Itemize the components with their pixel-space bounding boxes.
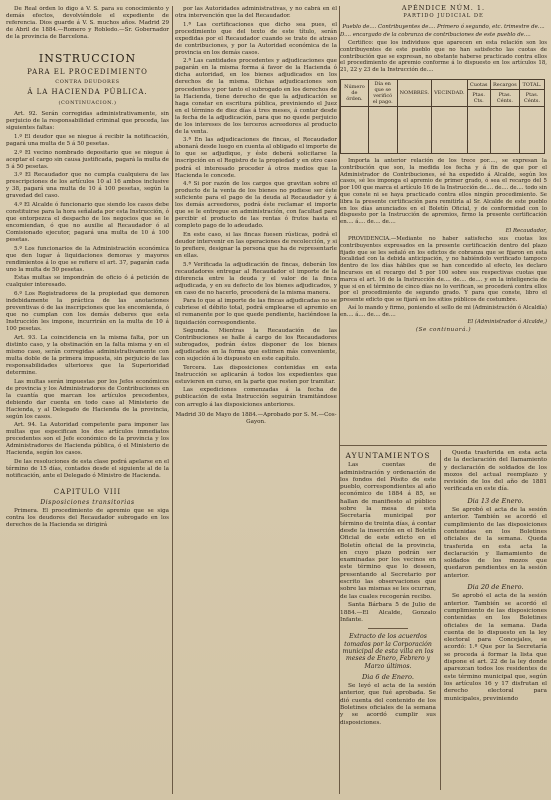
table-header: Día en que se verificó el pago. (368, 79, 397, 106)
instruction-small-heading: CONTRA DEUDORES (55, 79, 120, 86)
article-paragraph: Tercera. Las disposiciones contenidas en esta Instrucción se aplicarán á todos los expedientes que estuvieren en curso, en la parte que resten por tramitar. (175, 364, 337, 385)
separator (368, 628, 408, 629)
date-heading: Dia 6 de Enero. (362, 672, 414, 681)
article-paragraph: 4.ª Si por razón de los cargos que gravitan sobre el producto de la venta de los bienes no pudiese ser éste suficiente para el pago de la deuda al Recaudador y á los demás acreedores, podrá éste reclamar el importe que se le entregue en administración, con facultad para percibir el producto de las rentas ó frutos hasta el completo pago de lo adeudado. (175, 181, 337, 230)
article-paragraph: 1.º El deudor que se niegue á recibir la notificación, pagará una multa de 5 á 50 pesetas. (6, 133, 169, 148)
article-paragraph: 6.º Los Registradores de la propiedad que demoren indebidamente la práctica de las anotaciones preventivas ó de las inscripciones que les encomienda, ó que no cumplan con los demás deberes que esta Instrucción les impone, incurrirán en la multa de 10 á 100 pesetas. (6, 290, 169, 333)
date-heading: Dia 13 de Enero. (467, 496, 524, 505)
date-heading: Dia 20 de Enero. (467, 583, 524, 592)
intro-paragraph: De Real órden lo digo á V. S. para su conocimiento y demás efectos, devolviéndole el expediente de referencia. Dios guarde á V. S. muchos años. Madrid 29 de Abril de 1884.—Romero y Robledo.—Sr. Gobernador de la provincia de Barcelona. (6, 6, 169, 41)
article-paragraph: Queda trasferida en esta acta de la declaración del llamamiento y declaración de soldados de los mozos del actual reemplazo y revisión de los del año de 1881 verificada en este día. (444, 450, 547, 493)
table-header: TOTAL. (519, 79, 544, 89)
column-divider (172, 6, 173, 794)
column-2 (175, 6, 337, 796)
continued-label: (CONTINUACION.) (58, 100, 117, 107)
article-paragraph: 3.º El Recaudador que no cumpla cualquiera de las prescripciones de los artículos 10 al 16 ambos inclusive y 38, pagará una multa de 10 á 100 pesetas, según la gravedad del caso. (6, 172, 169, 200)
article-paragraph: Las expediciones comenzadas á la fecha de publicación de esta Instrucción seguirán tramitándose con arreglo á las disposiciones anteriores. (175, 387, 337, 408)
table-header: Recargos (490, 79, 519, 89)
article-paragraph: Art. 92. Serán corregidas administrativamente, sin perjuicio de la responsabilidad criminal que proceda, las siguientes faltas: (6, 111, 169, 132)
providencia-text: PROVIDENCIA.—Mediante no haber satisfecho sus cuotas los contribuyentes expresados en la presente certificación dentro del plazo fijado que se les señaló en los edictos de cobranza que se fijaron en esta localidad con la debida anticipación, y no habiéndolo verificado tampoco dentro de los días hábiles que se han concedido al efecto, les declaro incursos en el recargo del 5 por 100 sobre sus respectivas cuotas que marca el art. 16 de la Instrucción de.... de.... de.... y en la inteligencia de que si en el término de cinco días no lo verifican, se procederá contra ellos por el procedimiento de segundo grado. Y para que conste, libro el presente edicto que se fijará en los sitios públicos de costumbre. (340, 235, 547, 304)
table-subheader: Ptas. Cts. (467, 90, 490, 107)
administrator-signature: El (Administrador ó Alcalde,) (467, 318, 547, 325)
article-paragraph: En este caso, si las fincas fuesen rústicas, podrá el deudor intervenir en las operaciones de recolección, y si lo prefiere, designar la persona que ha de representarle en ellas. (175, 231, 337, 260)
column-1 (6, 6, 169, 796)
signature-line: Madrid 30 de Mayo de 1884.—Aprobado por S. M.—Cos-Gayon. (175, 411, 337, 425)
article-paragraph: Se aprobó el acta de la sesión anterior. También se acordó el cumplimiento de las disposiciones contenidas en los Boletines oficiales de la semana. Queda trasferida en esta acta la declaración y llamamiento de soldados de los mozos que quedaron pendientes en la sesión anterior. (444, 507, 547, 579)
form-pueblo-line: Pueblo de.... Contribuyentes de.... Primero ó segundo, etc. trimestre de.... (342, 24, 545, 30)
article-paragraph: Art. 93. La coincidencia en la misma falta, por un distinto caso, y la obstinación en la falta misma y en el mismo caso, serán corregidas administrativamente con multa doble de la primera impuesta, sin perjuicio de las responsabilidades ulteriores que la Superioridad determine. (6, 334, 169, 376)
table-header: VECINDAD. (432, 79, 467, 106)
extract-heading: Extracto de los acuerdos tomados por la Corporación municipal de esta villa en los meses de Enero, Febrero y Marzo últimos. (342, 633, 434, 670)
section-divider (340, 445, 547, 446)
article-paragraph: Art. 94. La Autoridad competente para imponer las multas que especifican los dos artículos inmediatos precedentes son el Jefe económico de la provincia y los Administradores de Hacienda pública, ó el Ministerio de Hacienda, según los casos. (6, 422, 169, 457)
article-paragraph: Para lo que al importe de las fincas adjudicadas no se cubriese el débito total, podrá emplearse el apremio en el remanente por lo que quede pendiente, haciéndose la liquidación correspondiente. (175, 298, 337, 326)
instruction-heading: INSTRUCCION (38, 52, 137, 66)
table-subheader: Ptas. Cénts. (490, 90, 519, 107)
column-divider (440, 450, 441, 790)
form-encargado-line: D.... encargado de la cobranza de contribuciones de este pueblo de.... (340, 32, 531, 38)
article-paragraph: De las resoluciones de esta clase podrá apelarse en el término de 15 días, contados desde el siguiente al de la notificación, ante el Delegado ó Ministro de Hacienda. (6, 459, 169, 480)
instruction-to-heading: Á LA HACIENDA PÚBLICA. (27, 88, 148, 97)
table-header: Cuotas (467, 79, 490, 89)
article-paragraph: Segunda. Mientras la Recaudación de las Contribuciones se halle á cargo de los Recaudadores subrogados, podrán éstos disponer de los bienes adjudicados en la forma que estimen más conveniente, con sujeción á lo dispuesto en este capítulo. (175, 328, 337, 363)
article-paragraph: 2.º El vecino nombrado depositario que se niegue á aceptar el cargo sin causa justificada, pagará la multa de 5 á 50 pesetas. (6, 149, 169, 170)
article-paragraph: por las Autoridades administrativas, y no cabrá en él otra intervención que la del Recaudador. (175, 6, 337, 20)
article-paragraph: 1.ª Las certificaciones que dicho sea pues, el procedimiento que del texto de este título, serán expedidas por el Recaudador cuando se trate de atraso de contribuciones, y por la Autoridad económica de la provincia en los demás casos. (175, 21, 337, 56)
providencia-sign-text: Así lo mando y firmo, poniendo el sello de mi (Administración ó Alcaldía) en.... á.... de.... de.... (340, 304, 547, 318)
article-paragraph: Estas multas se impondrán de oficio ó á petición de cualquier interesado. (6, 275, 169, 289)
appendix-title: APÉNDICE NÚM. 1. (401, 4, 486, 12)
instruction-subheading: PARA EL PROCEDIMIENTO (27, 68, 148, 77)
table-header: Número de órden. (341, 79, 369, 106)
table-subheader: Ptas. Cénts. (519, 90, 544, 107)
article-paragraph: 2.ª Las cantidades procedentes y adjudicaciones que pagarán en la misma forma á favor de la Hacienda ó dicha autoridad, en los bienes adjudicados en los derechos de la misma. Dichas adjudicaciones son procedentes y por tanto el subrogado en los derechos de la Hacienda, tiene derecho de que la adjudicación se haga constar en escritura pública, previniendo el Juez en el término de diez días á tres meses, á contar desde la fecha de la adjudicación, para que no quede perjuicio de los intereses de los terceros acreedores al producto de la venta. (175, 58, 337, 135)
closing-paragraph: Primera. El procedimiento de apremio que se siga contra los deudores del Recaudador subrogado en los derechos de la Hacienda se dirigirá (6, 508, 169, 529)
article-paragraph: 4.º El Alcalde ó funcionario que siendo los casos debe constituirse para la hora señalada por esta Instrucción, ó que entorpezca el despacho de los negocios que se le encomiendan, ó que no auxilie al Recaudador ó al Comisionado ejecutor, pagará una multa de 10 á 100 pesetas. (6, 201, 169, 244)
ayuntamientos-column-1 (340, 450, 436, 795)
chapter-heading: CAPITULO VIII (53, 488, 122, 497)
appendix-subtitle: PARTIDO JUDICIAL DE (403, 13, 484, 19)
article-paragraph: Santa Bárbara 5 de Julio de 1884.—El Alcalde, Gonzalo Infante. (340, 602, 436, 624)
continued-label: (Se continuará.) (415, 326, 472, 333)
article-paragraph: Las cuentas de administración y ordenación de los fondos del Pósito de este pueblo, correspondientes al año económico de 1884 á 85, se hallan de manifiesto al público sobre la mesa de esta Secretaría municipal por término de treinta días, á contar desde la inserción en el Boletín Oficial de este edicto en el Boletín oficial de la provincia, en cuyo plazo podrán ser examinadas por los vecinos en este término que lo deseen, presentando al Secretario por escrito las observaciones que sobre las mismas se les ocurran, de las cuales recogerán recibo. (340, 462, 436, 600)
table-row (341, 106, 545, 153)
article-paragraph: 5.º Los funcionarios de la Administración económica que den lugar á liquidaciones demoras y mayores rendimientos á lo que se refiere el art. 37, pagarán cada uno la multa de 50 pesetas. (6, 245, 169, 273)
article-paragraph: Se aprobó el acta de la sesión anterior. También se acordó el cumplimiento de las disposiciones contenidas en los Boletines oficiales de la semana. Dada cuenta de lo dispuesto en la ley electoral para Concejales, se acordó: 1.º Que por la Secretaría se proceda á formar la lista que dispone el art. 22 de la ley donde aparezcan todos los residentes de este término municipal que, según los artículos 16 y 17 disfrutan el derecho electoral para municipales, previniendo (444, 593, 547, 702)
form-table (340, 79, 545, 154)
recaudador-signature: El Recaudador, (505, 227, 547, 234)
form-body-text: Importa la anterior relación de los trece por...., se expresan la contribución que son, la medida los fecha y á fin de que por el Administrador de Contribuciones, sé ha expedido á Alcalde, según los casos, sé les imponga el apremio de primer grado, ó sea el recargo del 5 por 100 que marca el artículo 16 de la Instrucción de.... de.... de.... todo sin que conste ni se haya practicado contra ellos ningún procedimiento. Se libra la presente certificación para remitirla al Sr. Alcalde de este pueblo en los días anunciados en el Boletín Oficial, y de conformidad con lo dispuesto por la Instrucción de apremios, firmo la presente certificación en.... á.... de.... de.... (340, 157, 547, 226)
article-paragraph: 3.ª En las adjudicaciones de fincas, el Recaudador abonará desde luego en cuenta al obligado el importe de lo que se adjudique, y éste deberá solicitarse la inscripción en el Registro de la propiedad y en otro caso podrá el interesado proceder á otros medios que la Hacienda le concede. (175, 137, 337, 179)
form-certify-text: Certifico: que los individuos que aparecen en esta relación son los contribuyentes de este pueblo que no han satisfecho las cuotas de contribución que se expresan, no obstante haberse practicado contra ellos el procedimiento de apremio conforme á lo dispuesto en los artículos 18, 21, 22 y 23 de la Instrucción de.... (340, 40, 547, 74)
article-paragraph: Se leyó el acta de la sesión anterior, que fué aprobada. Se dió cuenta del contenido de los Boletines oficiales de la semana y se acordó cumplir sus disposiciones. (340, 683, 436, 726)
article-paragraph: Las multas serán impuestas por los Jefes económicos de provincia y los Administradores de Contribuciones en la cuantía que marcan los artículos precedentes, debiendo dar cuenta en todo caso al Ministerio de Hacienda, y al Delegado de Hacienda de la provincia, según los casos. (6, 378, 169, 420)
chapter-subheading: Disposiciones transitorias (40, 499, 135, 507)
table-header: NOMBRES. (397, 79, 432, 106)
ayuntamientos-column-2 (444, 450, 547, 795)
article-paragraph: 5.ª Verificada la adjudicación de fincas, deberán los recaudadores entregar al Recaudador el importe de la diferencia entre la deuda y el valor de la finca adjudicada, y en su defecto de los bienes adjudicados, y en caso de no hacerlo, procederá de la misma manera. (175, 261, 337, 296)
ayuntamientos-heading: AYUNTAMIENTOS (345, 451, 431, 460)
right-section (340, 4, 547, 796)
